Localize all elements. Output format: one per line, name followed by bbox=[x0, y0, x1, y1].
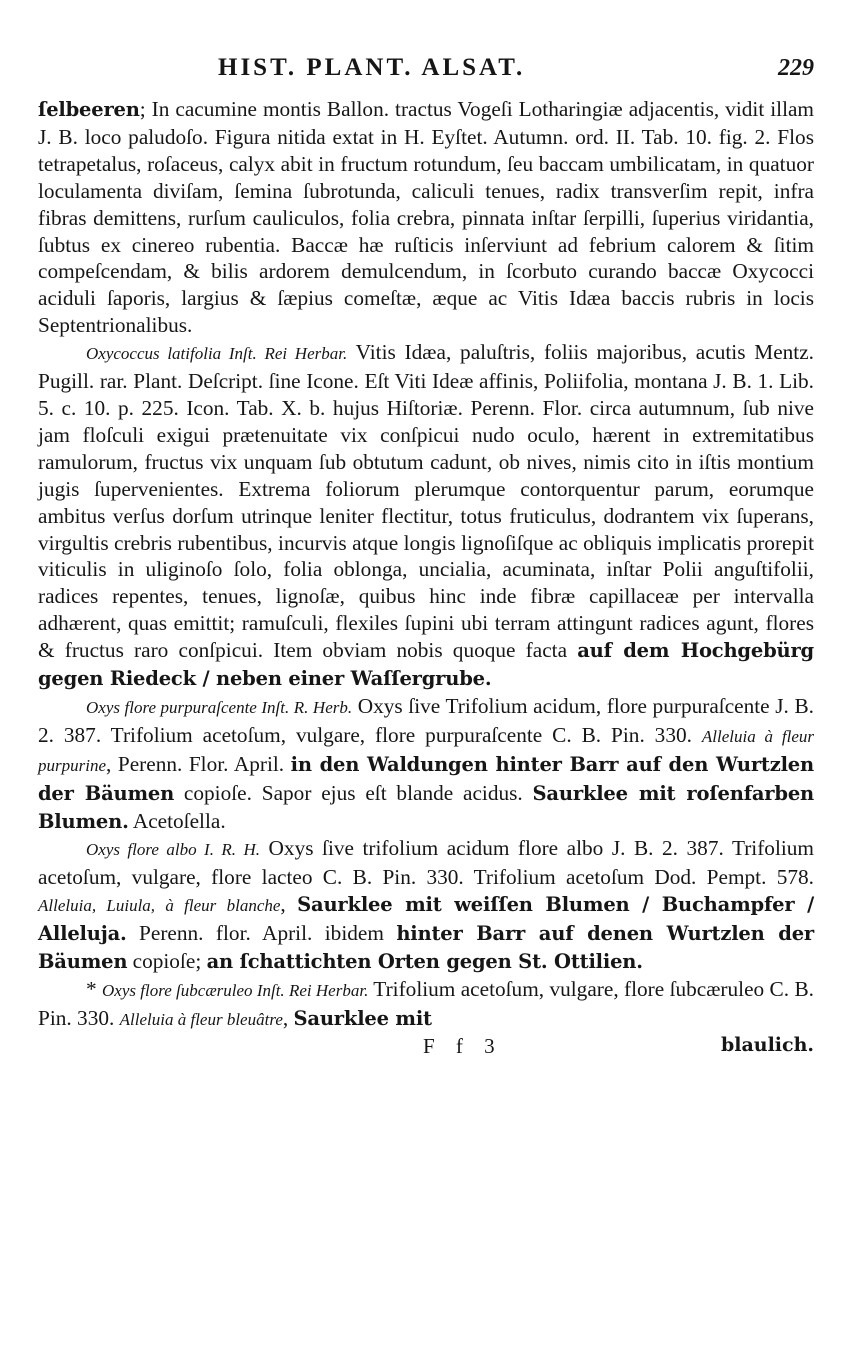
latin-text: , bbox=[282, 1005, 294, 1030]
book-page bbox=[38, 52, 814, 1312]
latin-text: copioſe; bbox=[127, 949, 207, 974]
page-header bbox=[38, 52, 814, 92]
german-text: an ſchattichten Orten gegen St. Ottilien. bbox=[206, 950, 643, 974]
german-text: Saurklee mit bbox=[293, 1006, 432, 1030]
species-name: Oxys flore purpuraſcente Inſt. R. Herb. bbox=[86, 697, 353, 717]
body-text bbox=[38, 96, 814, 1034]
running-title: HIST. PLANT. ALSAT. bbox=[218, 54, 526, 81]
species-name: Oxys flore albo I. R. H. bbox=[86, 840, 261, 860]
french-name: Alleluia à fleur purpurine bbox=[38, 726, 814, 775]
german-text: in den Waldungen hinter Barr auf den Wurtzlen der Bäumen bbox=[38, 752, 814, 805]
german-text: Saurklee mit weiſſen Blumen / Buchampfer / Alleluja. bbox=[38, 893, 814, 946]
latin-text: , bbox=[280, 892, 298, 917]
latin-text: Perenn. flor. April. ibidem bbox=[126, 921, 397, 946]
latin-text: ; In cacumine montis Ballon. tractus Vogeſi Lotharingiæ adjacentis, vidit illam J. B. loco paludoſo. Figura nitida extat in H. Eyſtet. Autumn. ord. II. Tab. 10. fig. 2. Flos tetrapetalus, roſaceus, calyx abit in fructum rotundum, ſeu baccam umbilicatam, in quatuor loculamenta diviſam, ſemina ſubrotunda, caliculi tenues, radix transverſim repit, infra fibras demittens, rurſum cauliculos, folia crebra, pinnata inſtar ſerpilli, ſuperius viridantia, ſubtus ex cinereo rubentia. Baccæ hæ ruſticis inſerviunt ad febrium calorem & ſitim compeſcendam, & bilis ardorem demulcendum, in ſcorbuto curando baccæ Oxycocci aciduli ſaporis, largius & ſæpius comeſtæ, æque ac Vitis Idæa baccis rubris in locis Septentrionalibus. bbox=[38, 97, 814, 338]
catchword: blaulich. bbox=[720, 1033, 814, 1056]
asterisk-mark: * bbox=[86, 977, 103, 1001]
latin-text: , Perenn. Flor. April. bbox=[106, 751, 291, 776]
species-name: Oxys flore ſubcæruleo Inſt. Rei Herbar. bbox=[102, 981, 369, 1000]
latin-text: Trifolium acetoſum, vulgare, flore ſubcæruleo C. B. Pin. 330. bbox=[38, 977, 814, 1030]
latin-text: Vitis Idæa, paluſtris, foliis majoribus, acutis Mentz. Pugill. rar. Plant. Deſcript. ſine Icone. Eſt Viti Ideæ affinis, Poliifolia, montana J. B. 1. Lib. 5. c. 10. p. 225. Icon. Tab. X. b. hujus Hiſtoriæ. Perenn. Flor. circa autumnum, ſub nive jam floſculi exigui prætenuitate vix conſpicui nudo oculo, hærent in extremitatibus ramulorum, fructus vix unquam ſub obtutum cadunt, ob nives, nimis cito in iſtis montium jugis ſupervenientes. Extrema foliorum plerumque contorquentur parum, eorumque ambitus verſus dorſum utrinque leniter flectitur, totus fruticulus, dodrantem vix ſuperans, virgultis crebris rubentibus, incurvis atque longis lignoſiſque ac obliquis implicatis prorepit viticulis in uliginoſo ſolo, folia oblonga, uncialia, acuminata, inſtar Polii anguſtifolii, radices repentes, tenues, lignoſæ, quibus hinc inde fibræ capillaceæ per intervalla adhærent, quas emittit; ramuſculi, flexiles ſupini ubi terram attingunt radices agunt, flores & fructus raro conſpicui. Item obviam nobis quoque facta bbox=[38, 340, 815, 663]
latin-text: Acetoſella. bbox=[128, 808, 226, 833]
german-text: auf dem Hochgebürg gegen Riedeck / neben einer Waſſergrube. bbox=[38, 639, 814, 691]
page-number: 229 bbox=[778, 55, 814, 81]
german-text: Saurklee mit roſenfarben Blumen. bbox=[38, 781, 815, 833]
german-text: ſelbeeren bbox=[38, 98, 140, 121]
page-footer bbox=[38, 1034, 814, 1064]
signature-mark: F f 3 bbox=[423, 1033, 503, 1058]
paragraph-vaccinium-continued bbox=[38, 96, 814, 339]
german-text: hinter Barr auf denen Wurtzlen der Bäumen bbox=[38, 922, 814, 974]
latin-text: Oxys ſive trifolium acidum flore albo J. B. 2. 387. Trifolium acetoſum, vulgare, flore lacteo C. B. Pin. 330. Trifolium acetoſum Dod. Pempt. 578. bbox=[38, 836, 814, 890]
species-name: Oxycoccus latifolia Inſt. Rei Herbar. bbox=[86, 344, 348, 364]
paragraph-oxys-purpurascens bbox=[38, 693, 814, 836]
french-name: Alleluia à fleur bleuâtre bbox=[119, 1009, 283, 1029]
latin-text: Oxys ſive Trifolium acidum, flore purpuraſcente J. B. 2. 387. Trifolium acetoſum, vulgare, flore purpuraſcente C. B. Pin. 330. bbox=[38, 693, 814, 747]
paragraph-oxys-albo bbox=[38, 835, 814, 976]
paragraph-oxys-subcaeruleo bbox=[38, 976, 814, 1034]
latin-text: copioſe. Sapor ejus eſt blande acidus. bbox=[174, 780, 533, 805]
french-name: Alleluia, Luiula, à fleur blanche bbox=[38, 896, 281, 916]
paragraph-oxycoccus bbox=[38, 339, 814, 693]
